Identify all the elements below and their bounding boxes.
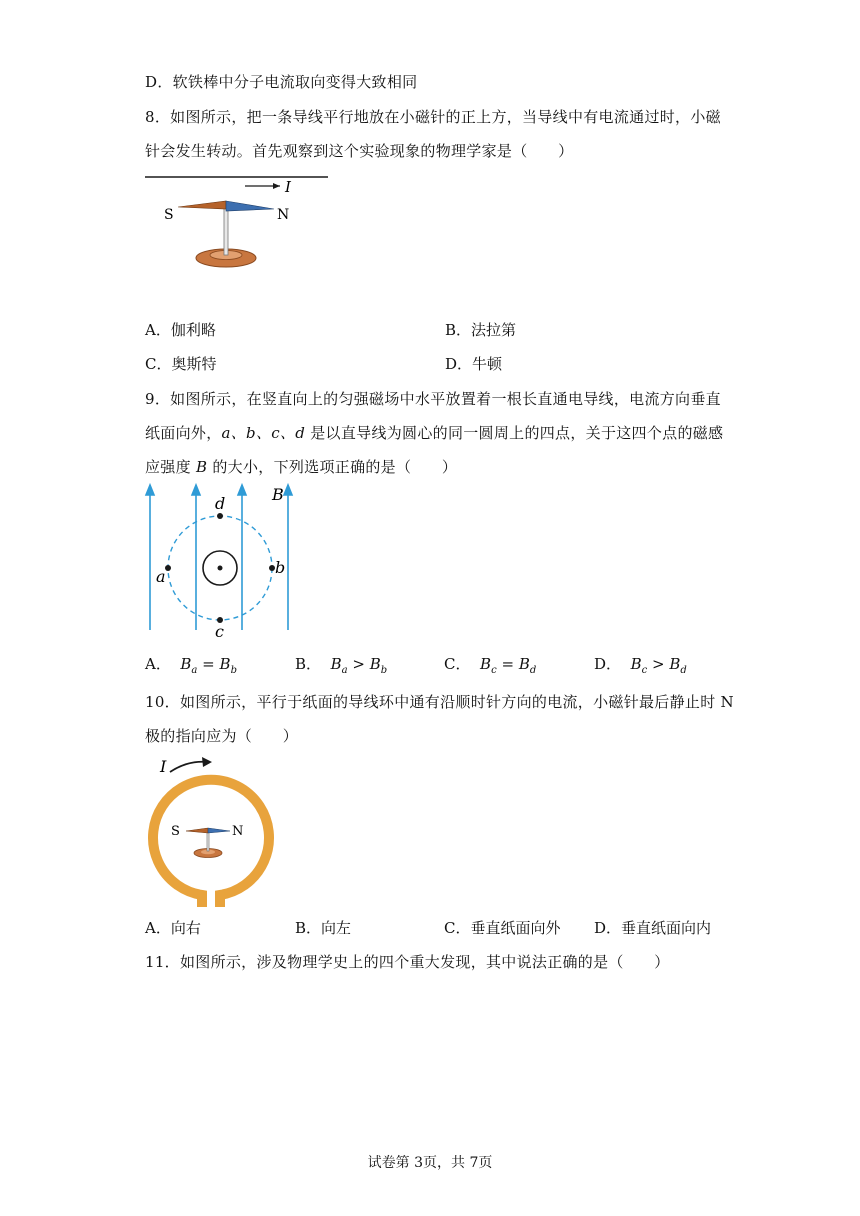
q8-option-c[interactable]: C．奥斯特 [145, 355, 217, 373]
q9-option-c[interactable]: C． $B_c = B_d$ [444, 655, 537, 676]
q10-needle-south [186, 828, 208, 833]
q9-label-b: b [275, 558, 286, 577]
q9-option-b[interactable]: B． $B_a > B_b$ [295, 655, 388, 676]
q10-label-s: S [171, 824, 180, 839]
q7-option-d: D．软铁棒中分子电流取向变得大致相同 [145, 73, 418, 91]
q9-variable-b: B [195, 458, 208, 476]
q9-point-a [165, 565, 171, 571]
q9-label-d: d [215, 494, 226, 513]
q8-label-s: S [164, 207, 174, 223]
q9-stem-line3: 应强度 B 的大小，下列选项正确的是（ ） [145, 458, 458, 476]
page-footer: 试卷第 3页，共 7页 [367, 1155, 493, 1171]
q10-option-c[interactable]: C．垂直纸面向外 [444, 919, 561, 937]
q8-stem-line2: 针会发生转动。首先观察到这个实验现象的物理学家是（ ） [145, 142, 574, 160]
q8-needle-south [178, 201, 226, 209]
q8-current-label: I [285, 178, 291, 196]
q8-label-n: N [277, 207, 290, 223]
q8-option-a[interactable]: A．伽利略 [145, 321, 216, 339]
q10-stem-line2: 极的指向应为（ ） [145, 727, 299, 745]
q10-option-d[interactable]: D．垂直纸面向内 [594, 919, 712, 937]
q8-compass-pin [224, 208, 228, 255]
q10-stem-line1: 10．如图所示，平行于纸面的导线环中通有沿顺时针方向的电流，小磁针最后静止时 N [145, 693, 734, 711]
q8-option-d[interactable]: D．牛顿 [445, 355, 503, 373]
q10-current-label: I [160, 757, 167, 776]
q8-option-b[interactable]: B．法拉第 [445, 321, 517, 339]
q10-current-arrow [170, 762, 208, 772]
q10-option-a[interactable]: A．向右 [145, 919, 201, 937]
q10-compass-pin [207, 832, 209, 851]
q10-option-b[interactable]: B．向左 [295, 919, 352, 937]
q8-compass-figure [140, 168, 340, 278]
q10-wire-ring [153, 780, 269, 907]
q9-point-d [217, 513, 223, 519]
q10-label-n: N [232, 824, 244, 839]
q10-ring-figure [140, 752, 280, 912]
q9-option-a[interactable]: A． $B_a = B_b$ [145, 655, 237, 676]
q8-stem-line1: 8．如图所示，把一条导线平行地放在小磁针的正上方，当导线中有电流通过时，小磁 [145, 108, 721, 126]
q9-label-a: a [156, 567, 166, 586]
q9-option-d[interactable]: D． $B_c > B_d$ [594, 655, 687, 676]
q9-field-figure [138, 482, 308, 642]
q9-point-variables: a、b、c、d [221, 424, 306, 442]
q9-stem-line2: 纸面向外，a、b、c、d 是以直导线为圆心的同一圆周上的四点，关于这四个点的磁感 [145, 424, 724, 442]
q9-label-c: c [215, 622, 224, 641]
q9-field-label: B [272, 485, 284, 504]
q8-needle-north [226, 201, 274, 211]
q11-stem-line1: 11．如图所示，涉及物理学史上的四个重大发现，其中说法正确的是（ ） [145, 953, 670, 971]
q9-stem-line1: 9．如图所示，在竖直向上的匀强磁场中水平放置着一根长直通电导线，电流方向垂直 [145, 390, 721, 408]
q10-needle-north [208, 828, 230, 833]
